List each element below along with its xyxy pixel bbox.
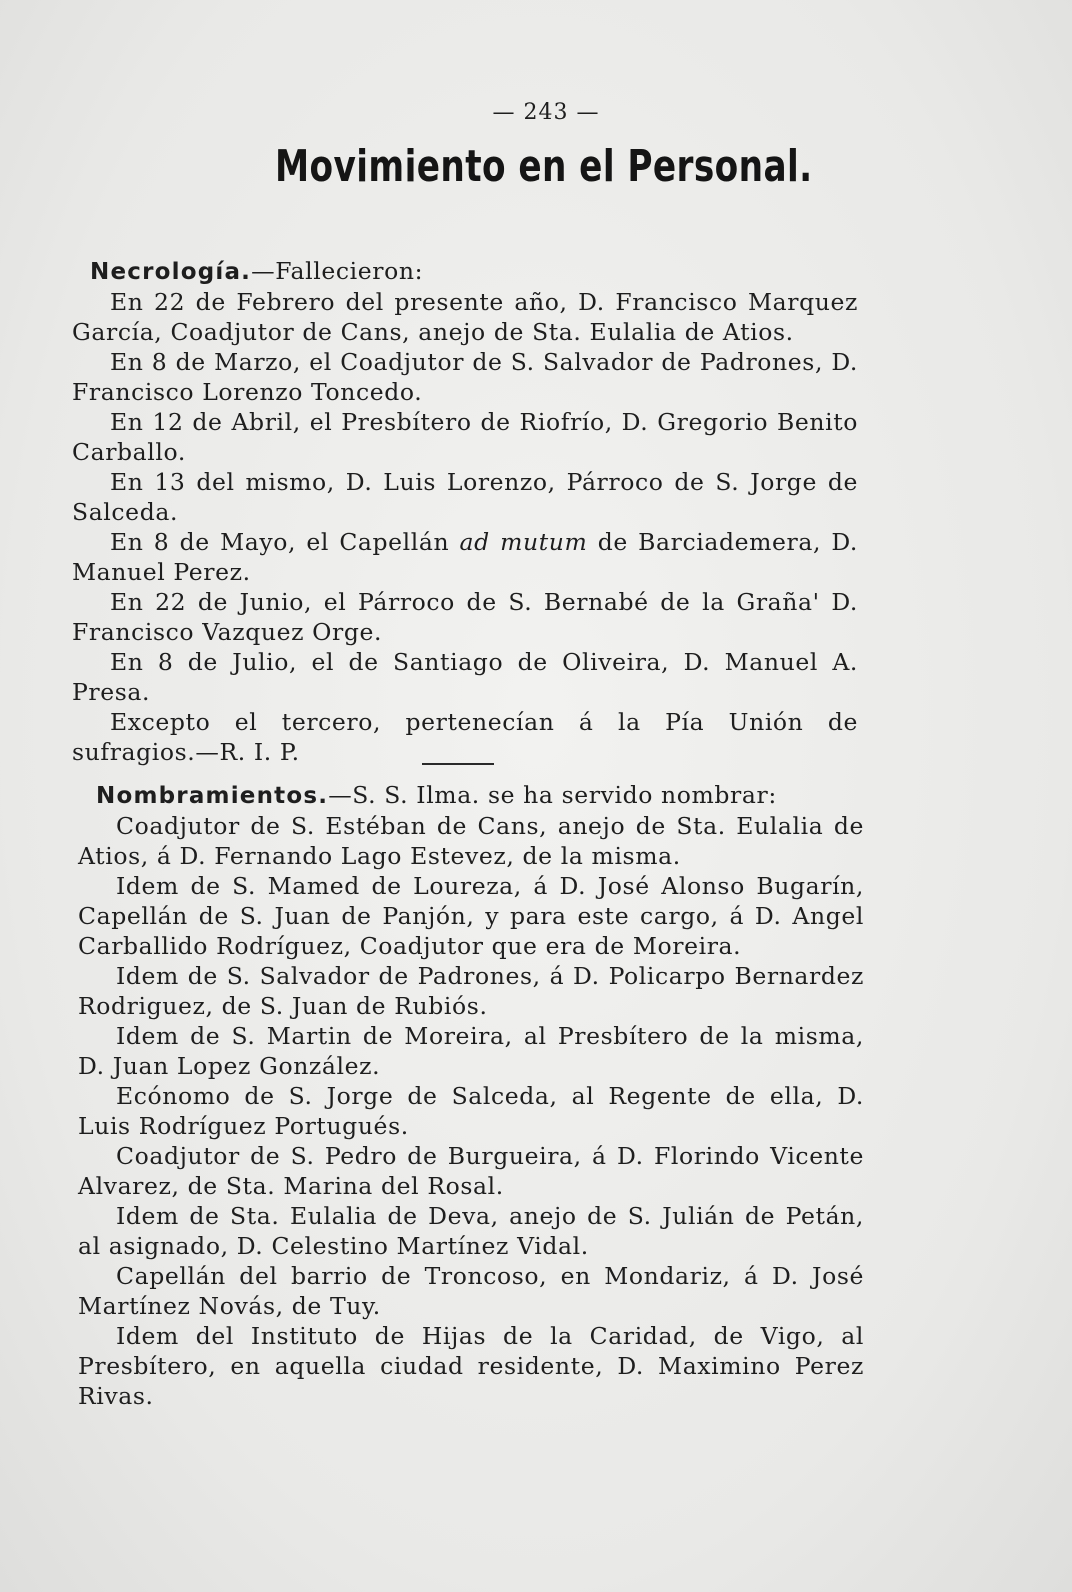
- section-divider: [422, 763, 494, 765]
- nombramiento-entry: Idem de S. Salvador de Padrones, á D. Policarpo Bernardez Rodriguez, de S. Juan de Rubiós.: [78, 962, 864, 1020]
- necrologia-entry: En 12 de Abril, el Presbítero de Riofrío, D. Gregorio Benito Carballo.: [72, 408, 858, 466]
- nombramientos-heading: Nombramientos.: [96, 783, 329, 809]
- necrologia-entry: En 8 de Julio, el de Santiago de Oliveira, D. Manuel A. Presa.: [72, 648, 858, 706]
- mayo-italic: ad mutum: [459, 528, 588, 556]
- nombramiento-entry: Idem de Sta. Eulalia de Deva, anejo de S. Julián de Petán, al asignado, D. Celestino Martínez Vidal.: [78, 1202, 864, 1260]
- nombramiento-entry: Ecónomo de S. Jorge de Salceda, al Regente de ella, D. Luis Rodríguez Portugués.: [78, 1082, 864, 1140]
- necrologia-heading: Necrología.: [90, 259, 252, 285]
- nombramiento-entry: Coadjutor de S. Estéban de Cans, anejo de Sta. Eulalia de Atios, á D. Fernando Lago Estevez, de la misma.: [78, 812, 864, 870]
- necrologia-entry: En 22 de Junio, el Párroco de S. Bernabé de la Graña' D. Francisco Vazquez Orge.: [72, 588, 858, 646]
- necrologia-section: [72, 256, 858, 767]
- necrologia-closing: Excepto el tercero, pertenecían á la Pía Unión de sufragios.—R. I. P.: [72, 708, 858, 766]
- nombramientos-section: [78, 780, 864, 1411]
- page-number: — 243 —: [492, 100, 600, 125]
- mayo-after: de Barciademera, D. Manuel Perez.: [72, 528, 858, 586]
- necrologia-entry: En 13 del mismo, D. Luis Lorenzo, Párroco de S. Jorge de Salceda.: [72, 468, 858, 526]
- necrologia-intro: —Fallecieron:: [251, 257, 424, 285]
- page-title: Movimiento en el Personal.: [275, 141, 813, 192]
- nombramientos-intro: —S. S. Ilma. se ha servido nombrar:: [328, 781, 777, 809]
- nombramiento-entry: Idem del Instituto de Hijas de la Caridad, de Vigo, al Presbítero, en aquella ciudad residente, D. Maximino Perez Rivas.: [78, 1322, 864, 1410]
- nombramiento-entry: Capellán del barrio de Troncoso, en Mondariz, á D. José Martínez Novás, de Tuy.: [78, 1262, 864, 1320]
- necrologia-entry: En 8 de Marzo, el Coadjutor de S. Salvador de Padrones, D. Francisco Lorenzo Toncedo.: [72, 348, 858, 406]
- necrologia-entry-mayo: [72, 527, 858, 587]
- nombramiento-entry: Coadjutor de S. Pedro de Burgueira, á D. Florindo Vicente Alvarez, de Sta. Marina del Rosal.: [78, 1142, 864, 1200]
- mayo-before: En 8 de Mayo, el Capellán: [110, 528, 460, 556]
- necrologia-entry: En 22 de Febrero del presente año, D. Francisco Marquez García, Coadjutor de Cans, anejo de Sta. Eulalia de Atios.: [72, 288, 858, 346]
- nombramientos-heading-line: [78, 780, 864, 811]
- nombramiento-entry: Idem de S. Martin de Moreira, al Presbítero de la misma, D. Juan Lopez González.: [78, 1022, 864, 1080]
- nombramiento-entry: Idem de S. Mamed de Loureza, á D. José Alonso Bugarín, Capellán de S. Juan de Panjón, y para este cargo, á D. Angel Carballido Rodríguez, Coadjutor que era de Moreira.: [78, 872, 864, 960]
- necrologia-heading-line: [72, 256, 858, 287]
